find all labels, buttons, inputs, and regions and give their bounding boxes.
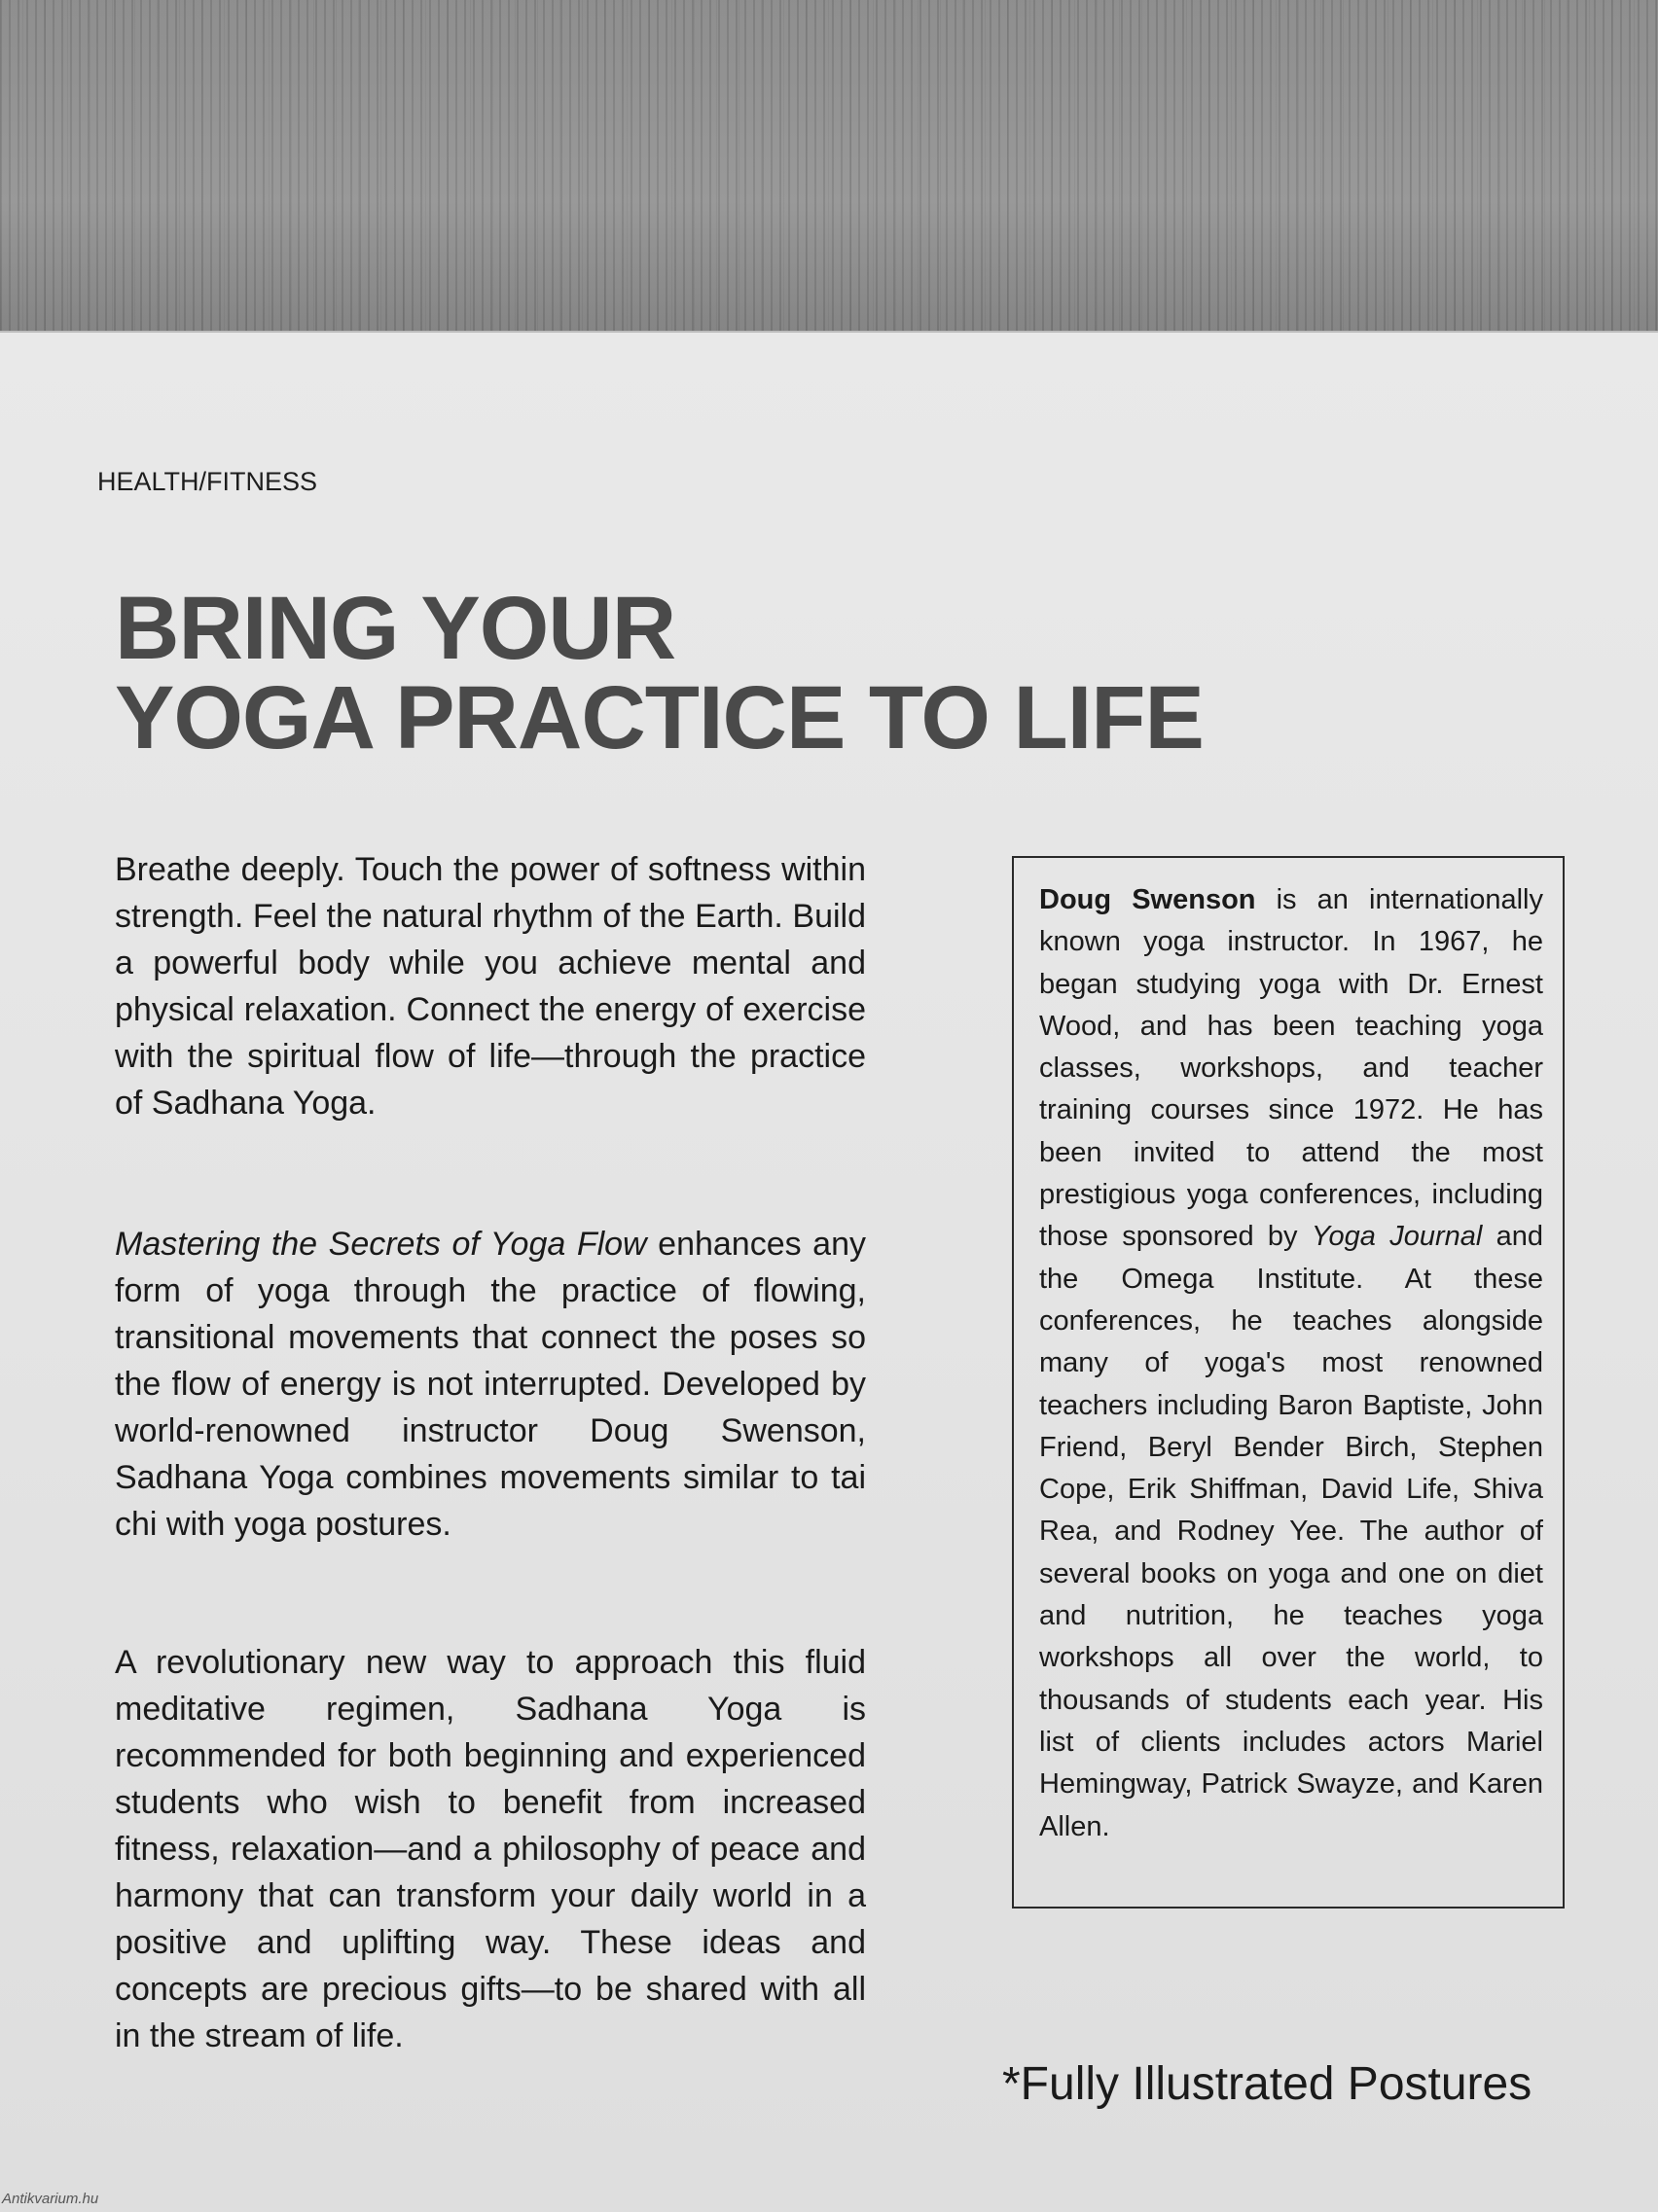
description-paragraph-1: Breathe deeply. Touch the power of softness within strength. Feel the natural rhythm of the Earth. Build a powerful body while you achieve mental and physical relaxation. Connect the energy of exercise with the spiritual flow of life—through the practice of Sadhana Yoga. — [115, 851, 866, 1122]
author-bio-box — [1012, 856, 1565, 1909]
headline-line-2: YOGA PRACTICE TO LIFE — [115, 668, 1204, 767]
author-bio-text — [1039, 879, 1543, 1848]
table-surface — [0, 0, 1658, 336]
author-name: Doug Swenson — [1039, 884, 1256, 915]
headline-line-1: BRING YOUR — [115, 579, 676, 678]
bio-text-part-2: and the Omega Institute. At these conferences, he teaches alongside many of yoga's most renowned teachers including Baron Baptiste, John Friend, Beryl Bender Birch, Stephen Cope, Erik Shiffman, David Life, Shiva Rea, and Rodney Yee. The author of several books on yoga and one on diet and nutrition, he teaches yoga workshops all over the world, to thousands of students each year. His list of clients includes actors Mariel Hemingway, Patrick Swayze, and Karen Allen. — [1039, 1221, 1543, 1842]
description-paragraph-2 — [115, 1221, 866, 1548]
headline — [115, 579, 1204, 767]
publication-name: Yoga Journal — [1311, 1221, 1483, 1253]
watermark: Antikvarium.hu — [2, 2191, 99, 2207]
bio-text-part-1: is an internationally known yoga instructor. In 1967, he began studying yoga with Dr. Ernest Wood, and has been teaching yoga classes, workshops, and teacher training courses since 1972. He has been invited to attend the most prestigious yoga conferences, including those sponsored by — [1039, 884, 1543, 1253]
category-label: HEALTH/FITNESS — [97, 467, 318, 496]
description-paragraph-3: A revolutionary new way to approach this fluid meditative regimen, Sadhana Yoga is recommended for both beginning and experienced students who wish to benefit from increased fitness, relaxation—and a philosophy of peace and harmony that can transform your daily world in a positive and uplifting way. These ideas and concepts are precious gifts—to be shared with all in the stream of life. — [115, 1644, 866, 2054]
tagline: *Fully Illustrated Postures — [1002, 2058, 1532, 2110]
paragraph-2-body: enhances any form of yoga through the practice of flowing, transitional movements that connect the poses so the flow of energy is not interrupted. Developed by world-renowned instructor Doug Swenson, Sadhana Yoga combines movements similar to tai chi with yoga postures. — [115, 1226, 866, 1543]
book-title: Mastering the Secrets of Yoga Flow — [115, 1226, 647, 1263]
